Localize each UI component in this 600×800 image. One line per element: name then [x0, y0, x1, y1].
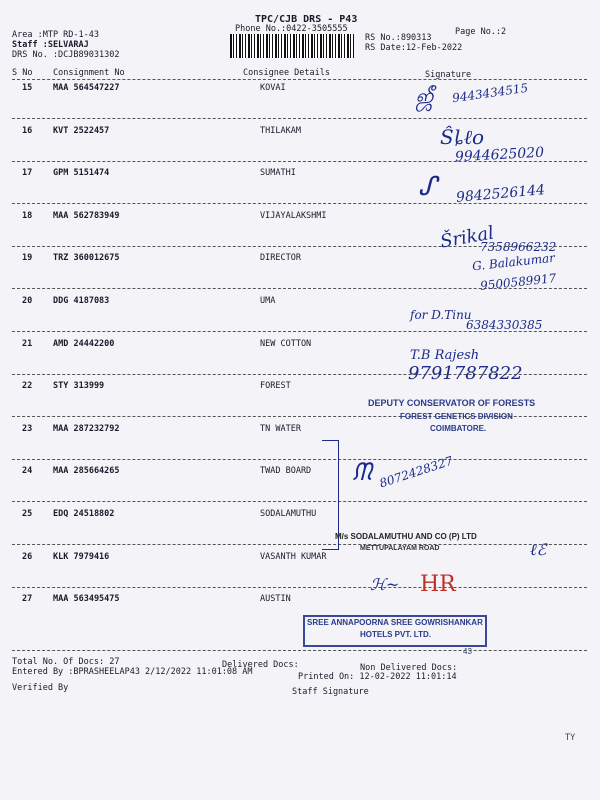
total-docs: Total No. Of Docs: 27 — [12, 657, 120, 667]
signature-18: Šrikal — [438, 222, 496, 253]
document-title: TPC/CJB DRS - P43 — [255, 14, 358, 25]
row-consignee: VIJAYALAKSHMI — [260, 211, 327, 221]
row-consignee: AUSTIN — [260, 594, 291, 604]
phone-number: Phone No.:0422-3505555 — [235, 24, 348, 34]
row-consignee: THILAKAM — [260, 126, 301, 136]
hotel-stamp-line2: HOTELS PVT. LTD. — [360, 630, 431, 639]
row-sno: 27 — [22, 594, 33, 604]
drs-number: DRS No. :DCJB89031302 — [12, 50, 120, 60]
handwritten-19: G. Balakumar — [471, 250, 556, 274]
forest-stamp-line1: DEPUTY CONSERVATOR OF FORESTS — [368, 398, 536, 408]
row-consignment: DDG 4187083 — [53, 296, 110, 306]
signature-15: ஜீ — [414, 84, 435, 111]
staff: Staff :SELVARAJ — [12, 40, 89, 50]
forest-stamp-line2: FOREST GENETICS DIVISION — [400, 412, 513, 421]
area: Area :MTP RD-1-43 — [12, 30, 99, 40]
row-sno: 15 — [22, 83, 33, 93]
barcode — [230, 34, 354, 58]
row-consignment: EDQ 24518802 — [53, 509, 115, 519]
row-sno: 16 — [22, 126, 33, 136]
handwritten-18: 7358966232 — [480, 240, 557, 254]
row-divider — [12, 544, 587, 545]
row-divider — [12, 459, 587, 460]
row-consignee: NEW COTTON — [260, 339, 312, 349]
row-sno: 21 — [22, 339, 33, 349]
row-sno: 23 — [22, 424, 33, 434]
handwritten-17: 9842526144 — [455, 182, 546, 206]
row-consignment: KVT 2522457 — [53, 126, 110, 136]
page-number: Page No.:2 — [455, 27, 507, 37]
row-consignee: KOVAI — [260, 83, 286, 93]
row-consignee: VASANTH KUMAR — [260, 552, 327, 562]
row-consignment: MAA 564547227 — [53, 83, 120, 93]
row-consignment: MAA 285664265 — [53, 466, 120, 476]
printed-on: Printed On: 12-02-2022 11:01:14 — [298, 672, 457, 682]
row-consignee: DIRECTOR — [260, 253, 301, 263]
row-consignee: UMA — [260, 296, 276, 306]
row-consignment: MAA 287232792 — [53, 424, 120, 434]
handwritten-15: 9443434515 — [451, 80, 529, 106]
handwritten-26: HR — [420, 572, 456, 597]
signature-23-24: ᙏ — [352, 458, 372, 486]
non-delivered-docs: Non Delivered Docs: — [360, 663, 458, 673]
row-consignment: TRZ 360012675 — [53, 253, 120, 263]
signature-17: ᔑ — [418, 172, 437, 202]
staff-signature: Staff Signature — [292, 687, 369, 697]
row-consignee: SUMATHI — [260, 168, 296, 178]
row-consignee: FOREST — [260, 381, 291, 391]
handwritten-21b: 9791787822 — [408, 363, 523, 384]
handwritten-19b: 9500589917 — [479, 271, 557, 293]
sodalamuthu-stamp-line1: M/s SODALAMUTHU AND CO (P) LTD — [335, 532, 477, 541]
row-divider — [12, 587, 587, 588]
row-consignee: SODALAMUTHU — [260, 509, 317, 519]
hotel-stamp-number: 43 — [463, 647, 472, 656]
handwritten-16: 9944625020 — [454, 144, 545, 166]
rs-number: RS No.:890313 — [365, 33, 432, 43]
verified-by: Verified By — [12, 683, 69, 693]
col-signature: Signature — [425, 70, 472, 80]
row-consignment: MAA 563495475 — [53, 594, 120, 604]
signature-26: ℋ~ — [370, 575, 400, 594]
row-sno: 22 — [22, 381, 33, 391]
row-consignment: STY 313999 — [53, 381, 105, 391]
hotel-stamp-line1: SREE ANNAPOORNA SREE GOWRISHANKAR — [307, 618, 483, 627]
rs-date: RS Date:12-Feb-2022 — [365, 43, 463, 53]
delivered-docs: Delivered Docs: — [222, 660, 299, 670]
row-sno: 20 — [22, 296, 33, 306]
handwritten-20: for D.Tinu — [410, 308, 472, 322]
col-sno: S No — [12, 68, 33, 78]
sodalamuthu-stamp-line2: METTUPALAYAM ROAD — [360, 545, 440, 552]
signature-25: ℓℰ — [530, 540, 547, 559]
corner-mark: TY — [565, 733, 576, 743]
row-consignee: TWAD BOARD — [260, 466, 312, 476]
handwritten-21: T.B Rajesh — [410, 348, 480, 363]
handwritten-24: 8072428327 — [377, 453, 455, 491]
row-sno: 17 — [22, 168, 33, 178]
row-sno: 18 — [22, 211, 33, 221]
row-sno: 24 — [22, 466, 33, 476]
row-consignment: GPM 5151474 — [53, 168, 110, 178]
col-consignee: Consignee Details — [243, 68, 330, 78]
forest-stamp-line3: COIMBATORE. — [430, 424, 487, 433]
row-divider — [12, 203, 587, 204]
row-consignment: AMD 24442200 — [53, 339, 115, 349]
row-consignment: KLK 7979416 — [53, 552, 110, 562]
row-divider — [12, 118, 587, 119]
signature-16: Ŝȴℓo — [440, 125, 485, 149]
handwritten-20b: 6384330385 — [466, 318, 543, 332]
row-sno: 26 — [22, 552, 33, 562]
entered-by: Entered By :BPRASHEELAP43 2/12/2022 11:01:08 AM — [12, 667, 253, 677]
row-sno: 25 — [22, 509, 33, 519]
col-consignment: Consignment No — [53, 68, 125, 78]
row-consignee: TN WATER — [260, 424, 301, 434]
row-sno: 19 — [22, 253, 33, 263]
row-consignment: MAA 562783949 — [53, 211, 120, 221]
row-divider — [12, 501, 587, 502]
